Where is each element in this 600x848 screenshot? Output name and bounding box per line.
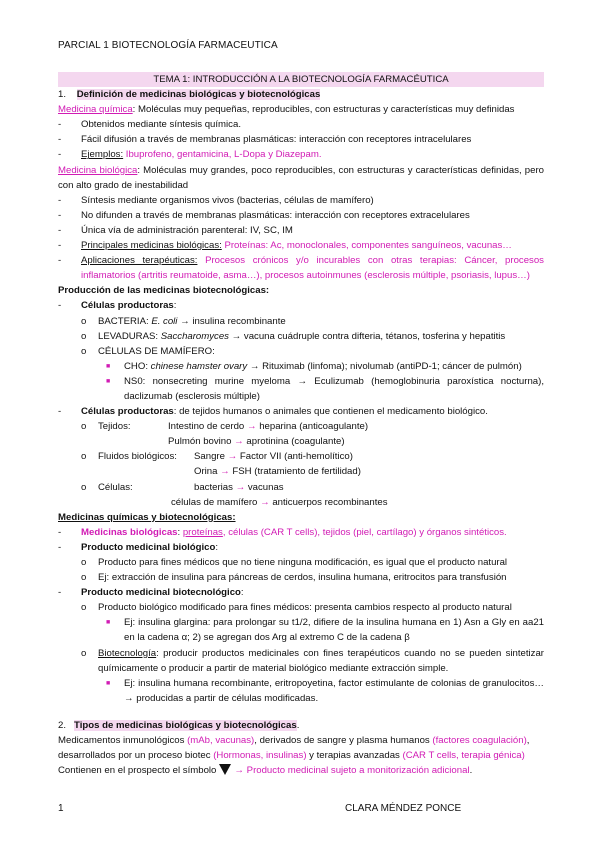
list-item: o BACTERIA: E. coli → insulina recombinante <box>81 315 286 327</box>
mqb-heading: Medicinas químicas y biotecnológicas: <box>58 511 236 523</box>
biologica-definition: Medicina biológica: Moléculas muy grandes, poco reproducibles, con estructuras y características definidas, pero con alto grado de inestabilidad <box>58 164 544 191</box>
list-item: - Células productoras: <box>58 300 177 312</box>
document-body <box>58 72 544 778</box>
list-item: o LEVADURAS: Saccharomyces → vacuna cuádruple contra difteria, tétanos, tosferina y hepatitis <box>81 330 506 342</box>
list-item: - Aplicaciones terapéuticas: Procesos crónicos y/o incurables con otras terapias: Cáncer, procesos inflamatorios (artritis reumatoide, asma…), procesos autoinmunes (esclerosis múltiple, psoriasis, lupus…) <box>58 255 544 282</box>
list-item: - Obtenidos mediante síntesis química. <box>58 119 241 131</box>
list-item: - Síntesis mediante organismos vivos (bacterias, células de mamífero) <box>58 194 374 206</box>
list-item: ■ Ej: insulina glargina: para prolongar su t1/2, difiere de la insulina humana en 1) Asn a Gly en aa21 en la cadena α; 2) se agregan dos Arg al extremo C de la cadena β <box>106 617 544 644</box>
list-item: - Única vía de administración parenteral: IV, SC, IM <box>58 224 293 236</box>
section-2-title: Tipos de medicinas biológicas y biotecnológicas <box>74 719 297 731</box>
list-item: ■ CHO: chinese hamster ovary → Rituximab (linfoma); nivolumab (antiPD-1; cáncer de pulmón) <box>106 360 522 372</box>
source-row: Orina → FSH (tratamiento de fertilidad) <box>194 466 361 478</box>
quimica-definition: Medicina química: Moléculas muy pequeñas, reproducibles, con estructuras y características muy definidas <box>58 104 515 116</box>
paragraph-line: Contienen en el prospecto el símbolo → Producto medicinal sujeto a monitorización adicional. <box>58 765 473 777</box>
topic-band: TEMA 1: INTRODUCCIÓN A LA BIOTECNOLOGÍA FARMACÉUTICA <box>58 72 544 87</box>
source-row: o Células: bacterias → vacunas <box>81 481 284 493</box>
footer-author: CLARA MÉNDEZ PONCE <box>345 803 462 814</box>
produccion-heading: Producción de las medicinas biotecnológicas: <box>58 285 270 297</box>
paragraph-line: Medicamentos inmunológicos (mAb, vacunas), derivados de sangre y plasma humanos (factores coagulación), <box>58 735 530 747</box>
list-item: o CÉLULAS DE MAMÍFERO: <box>81 345 215 357</box>
source-row: o Fluidos biológicos: Sangre → Factor VII (anti-hemolítico) <box>81 451 353 463</box>
paragraph-line: desarrollados por un proceso biotec (Hormonas, insulinas) y terapias avanzadas (CAR T cells, terapia génica) <box>58 750 525 762</box>
list-item: - Fácil difusión a través de membranas plasmáticas: interacción con receptores intracelulares <box>58 134 472 146</box>
section-1-heading: 1. Definición de medicinas biológicas y biotecnológicas <box>58 89 321 101</box>
list-item: - Producto medicinal biológico: <box>58 541 218 553</box>
list-item: ■ NS0: nonsecreting murine myeloma → Eculizumab (hemoglobinuria paroxística nocturna), daclizumab (esclerosis múltiple) <box>106 375 544 402</box>
source-row: o Tejidos: Intestino de cerdo → heparina (anticoagulante) <box>81 421 369 433</box>
document-header: PARCIAL 1 BIOTECNOLOGÍA FARMACEUTICA <box>58 40 278 51</box>
list-item: o Biotecnología: producir productos medicinales con fines terapéuticos cuando no se pueden sintetizar químicamente o producir a partir de material biológico mediante extracción simple. <box>81 647 544 674</box>
black-triangle-icon <box>219 764 231 775</box>
list-item: - Ejemplos: Ibuprofeno, gentamicina, L-Dopa y Diazepam. <box>58 149 322 161</box>
list-item: - Medicinas biológicas: proteínas, células (CAR T cells), tejidos (piel, cartílago) y órganos sintéticos. <box>58 526 507 538</box>
list-item: - Producto medicinal biotecnológico: <box>58 587 244 599</box>
list-item: o Producto para fines médicos que no tiene ninguna modificación, es igual que el producto natural <box>81 557 508 568</box>
list-item: - Células productoras: de tejidos humanos o animales que contienen el medicamento biológico. <box>58 406 488 418</box>
page-number: 1 <box>58 803 64 814</box>
source-row: células de mamífero → anticuerpos recombinantes <box>171 496 388 508</box>
list-item: o Producto biológico modificado para fines médicos: presenta cambios respecto al producto natural <box>81 602 512 614</box>
list-item: o Ej: extracción de insulina para páncreas de cerdos, insulina humana, eritrocitos para transfusión <box>81 572 507 584</box>
list-item: ■ Ej: insulina humana recombinante, eritropoyetina, factor estimulante de colonias de granulocitos… → producidas a partir de células modificadas. <box>106 677 544 704</box>
section-1-title: Definición de medicinas biológicas y biotecnológicas <box>76 89 321 101</box>
list-item: - Principales medicinas biológicas: Proteínas: Ac, monoclonales, componentes sanguíneos, vacunas… <box>58 240 512 252</box>
list-item: - No difunden a través de membranas plasmáticas: interacción con receptores extracelulares <box>58 209 470 221</box>
source-row: Pulmón bovino → aprotinina (coagulante) <box>168 436 345 448</box>
section-2-heading: 2. Tipos de medicinas biológicas y biotecnológicas. <box>58 719 300 731</box>
